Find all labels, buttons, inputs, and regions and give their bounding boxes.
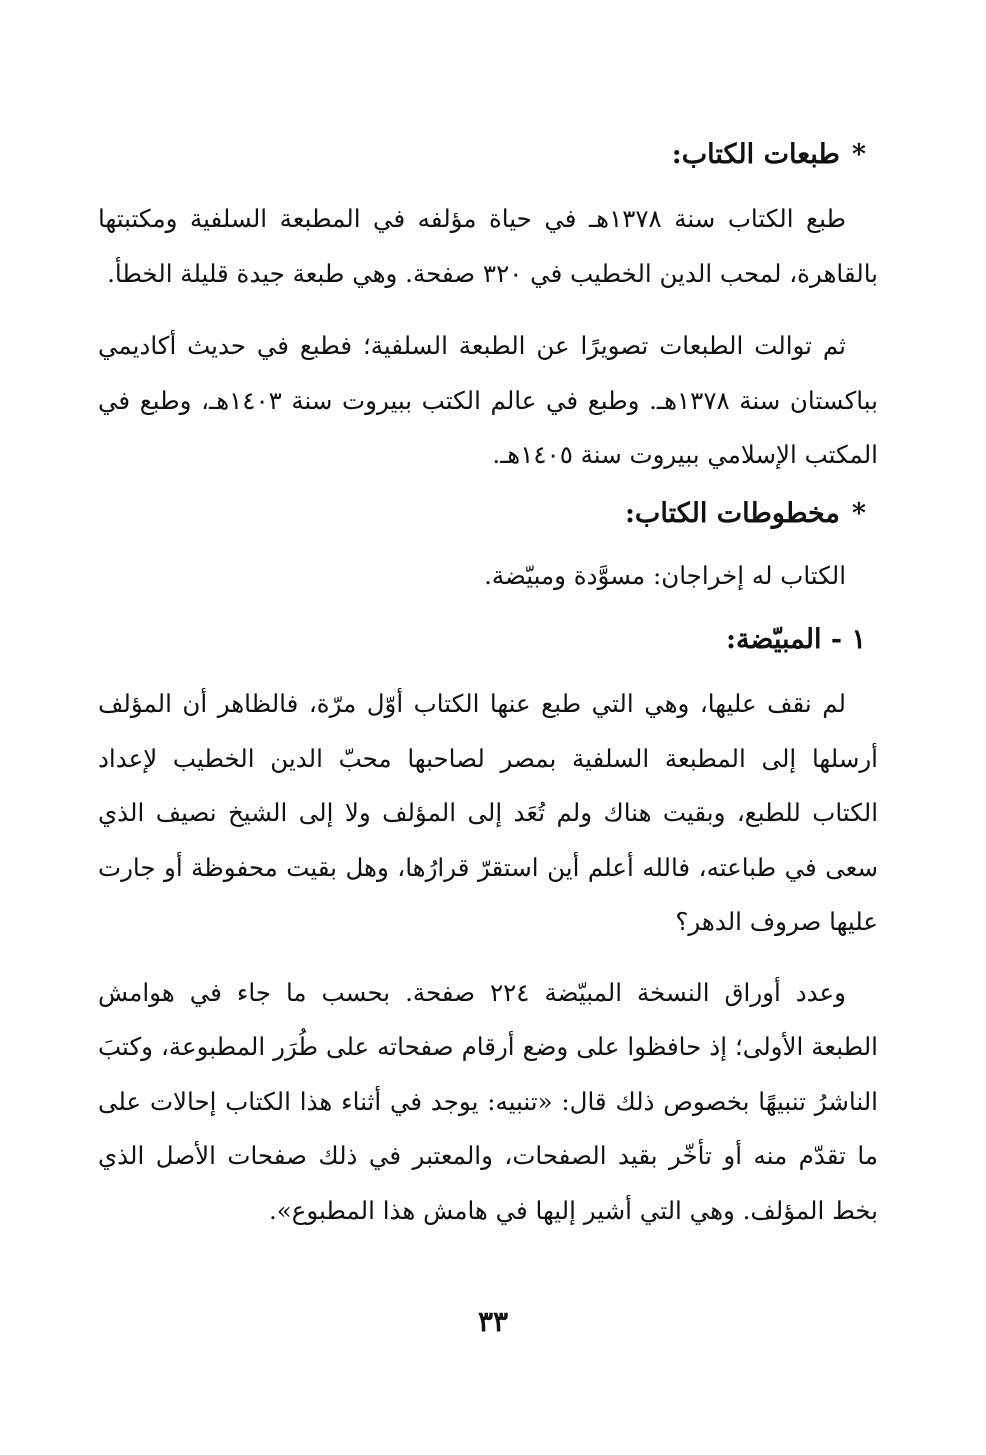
section-title-manuscripts: مخطوطات الكتاب:: [624, 497, 840, 529]
paragraph-editions-reprints: ثم توالت الطبعات تصويرًا عن الطبعة السلفية؛ فطبع في حديث أكاديمي بباكستان سنة ١٣٧٨هـ. وطبع في عالم الكتب ببيروت سنة ١٤٠٣هـ، وطبع في المكتب الإسلامي ببيروت سنة ١٤٠٥هـ.: [98, 331, 878, 469]
paragraph-fair-copy-pages: وعدد أوراق النسخة المبيّضة ٢٢٤ صفحة. بحسب ما جاء في هوامش الطبعة الأولى؛ إذ حافظوا على وضع أرقام صفحاته على طُرَر المطبوعة، وكتبَ الناشرُ تنبيهًا بخصوص ذلك قال: «تنبيه: يوجد في أثناء هذا الكتاب إحالات على ما تقدّم منه أو تأخّر بقيد الصفحات، والمعتبر في ذلك صفحات الأصل الذي بخط المؤلف. وهي التي أشير إليها في هامش هذا المطبوع».: [98, 977, 878, 1225]
asterisk-icon: *: [851, 139, 866, 170]
subsection-heading-fair-copy: ١ - المبيّضة:: [725, 624, 866, 655]
section-heading-editions: [98, 128, 866, 182]
paragraph-fair-copy-fate: لم نقف عليها، وهي التي طبع عنها الكتاب أوّل مرّة، فالظاهر أن المؤلف أرسلها إلى المطبعة السلفية بمصر لصاحبها محبّ الدين الخطيب لإعداد الكتاب للطبع، وبقيت هناك ولم تُعَد إلى المؤلف ولا إلى الشيخ نصيف الذي سعى في طباعته، فالله أعلم أين استقرّ قرارُها، وهل بقيت محفوظة أو جارت عليها صروف الدهر؟: [98, 689, 878, 936]
section-title-editions: طبعات الكتاب:: [671, 139, 840, 170]
page-number: ٣٣: [477, 1305, 509, 1338]
paragraph-editions-first: طبع الكتاب سنة ١٣٧٨هـ في حياة مؤلفه في المطبعة السلفية ومكتبتها بالقاهرة، لمحب الدين الخطيب في ٣٢٠ صفحة. وهي طبعة جيدة قليلة الخطأ.: [98, 204, 878, 288]
paragraph-manuscripts-intro: الكتاب له إخراجان: مسوَّدة ومبيّضة.: [484, 560, 846, 590]
asterisk-icon: *: [851, 497, 866, 529]
section-heading-manuscripts: [98, 487, 866, 541]
page-body: [98, 128, 878, 1455]
